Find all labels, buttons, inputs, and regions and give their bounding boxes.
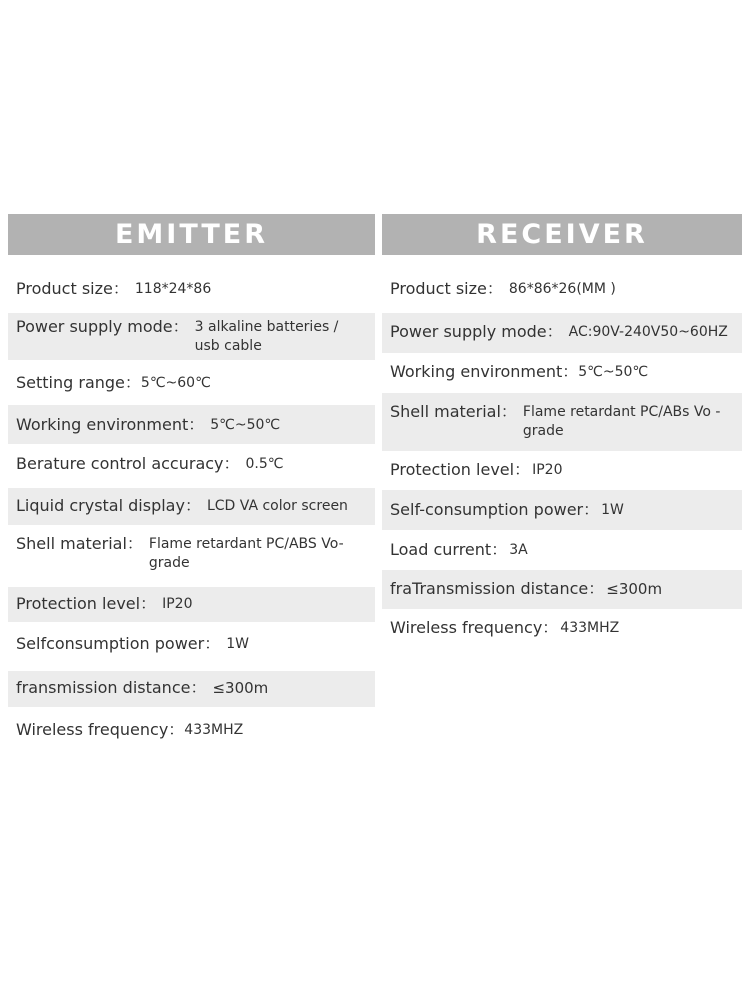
spec-label: Liquid crystal display： (16, 496, 201, 515)
spec-label: Wireless frequency： (16, 720, 185, 739)
spec-label: Wireless frequency： (390, 618, 559, 637)
spec-label: Berature control accuracy： (16, 454, 240, 473)
spec-label: fraTransmission distance： (390, 579, 605, 598)
spec-value: LCD VA color screen (206, 498, 348, 514)
spec-value: 5℃~50℃ (578, 364, 649, 380)
spec-row (8, 622, 375, 671)
spec-value: AC:90V-240V50~60HZ (568, 324, 728, 340)
spec-value: 433MHZ (184, 722, 244, 738)
receiver-spec-column (382, 214, 742, 649)
spec-row (8, 707, 375, 753)
spec-row (382, 269, 742, 313)
spec-row (8, 444, 375, 488)
spec-value: IP20 (532, 462, 563, 478)
spec-value: 118*24*86 (134, 281, 212, 297)
spec-label: Shell material： (16, 534, 143, 553)
spec-row (382, 530, 742, 570)
spec-row (8, 525, 375, 587)
spec-label: Setting range： (16, 373, 141, 392)
receiver-header: RECEIVER (382, 214, 742, 255)
spec-value: Flame retardant PC/ABs Vo - grade (522, 404, 721, 439)
spec-label: Working environment： (390, 362, 579, 381)
spec-row (382, 609, 742, 649)
spec-label: Load current： (390, 540, 508, 559)
spec-row (8, 488, 375, 525)
spec-value: Flame retardant PC/ABS Vo-grade (148, 536, 344, 571)
spec-label: Power supply mode： (16, 317, 189, 336)
spec-row (8, 671, 375, 707)
spec-value: 3A (509, 542, 528, 558)
spec-row (8, 269, 375, 313)
spec-label: Power supply mode： (390, 322, 563, 341)
spec-row (382, 490, 742, 530)
spec-value: 0.5℃ (245, 456, 284, 472)
spec-value: IP20 (162, 596, 193, 612)
receiver-spec-list (382, 269, 742, 649)
emitter-header: EMITTER (8, 214, 375, 255)
spec-label: Working environment： (16, 415, 205, 434)
spec-label: Protection level： (16, 594, 157, 613)
spec-row (382, 393, 742, 451)
spec-label: Protection level： (390, 460, 531, 479)
spec-value: ≤300m (212, 679, 269, 697)
spec-value: 1W (226, 636, 249, 652)
spec-label: Self-consumption power： (390, 500, 600, 519)
spec-value: 1W (601, 502, 624, 518)
spec-label: fransmission distance： (16, 678, 207, 697)
spec-row (382, 313, 742, 353)
emitter-spec-column (8, 214, 375, 753)
spec-label: Product size： (16, 279, 129, 298)
spec-value: 3 alkaline batteries / usb cable (194, 319, 339, 354)
spec-value: 5℃~50℃ (210, 417, 281, 433)
spec-row (8, 405, 375, 444)
spec-row (8, 587, 375, 622)
spec-label: Product size： (390, 279, 503, 298)
spec-row (382, 451, 742, 490)
spec-row (8, 313, 375, 360)
spec-row (8, 360, 375, 405)
spec-label: Selfconsumption power： (16, 634, 221, 653)
spec-row (382, 353, 742, 393)
spec-value: 86*86*26(MM ) (508, 281, 616, 297)
spec-value: 5℃~60℃ (140, 375, 211, 391)
spec-value: 433MHZ (560, 620, 620, 636)
spec-value: ≤300m (606, 580, 663, 598)
spec-row (382, 570, 742, 609)
emitter-spec-list (8, 269, 375, 753)
spec-label: Shell material： (390, 402, 517, 421)
